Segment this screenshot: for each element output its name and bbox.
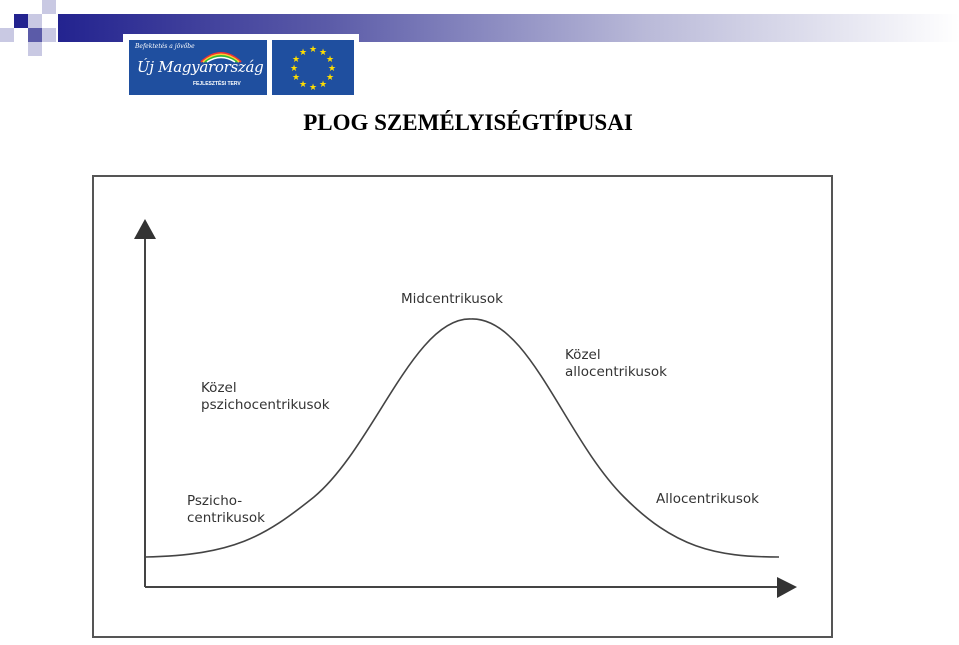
decor-square [28,28,42,42]
logo-tagline: Befektetés a jövőbe [135,43,195,50]
label-allocentrikusok: Allocentrikusok [656,491,759,507]
label-pszicho-line2: centrikusok [187,510,265,526]
label-midcentrikusok: Midcentrikusok [401,291,503,307]
svg-text:★: ★ [308,83,318,93]
y-axis-arrow-icon [134,219,156,239]
label-kozel-pszicho-line2: pszichocentrikusok [201,397,330,413]
svg-text:★: ★ [291,73,301,83]
svg-text:★: ★ [298,48,308,58]
eu-flag-logo [272,40,354,95]
label-kozel-allo-line2: allocentrikusok [565,364,667,380]
svg-text:★: ★ [298,80,308,90]
x-axis-arrow-icon [777,577,797,598]
svg-text:★: ★ [291,55,301,65]
svg-text:★: ★ [325,73,335,83]
decor-square [42,28,56,42]
svg-text:★: ★ [308,45,318,55]
label-kozel-pszicho-line1: Közel [201,380,237,396]
svg-text:★: ★ [318,48,328,58]
svg-text:★: ★ [325,55,335,65]
uj-magyarorszag-logo [129,40,267,95]
decor-square [14,14,28,28]
page-title: PLOG SZEMÉLYISÉGTÍPUSAI [303,110,633,135]
label-kozel-allo-line1: Közel [565,347,601,363]
eu-stars-icon [272,40,354,95]
label-pszicho-line1: Pszicho- [187,493,243,509]
label-kozel-allocentrikusok [565,347,667,381]
decor-square [28,14,42,28]
logo-subtitle: FEJLESZTÉSI TERV [193,81,241,87]
logo-name: Új Magyarország [137,58,264,76]
diagram-frame [92,175,833,638]
decor-square [42,0,56,14]
label-kozel-pszichocentrikusok [201,380,330,414]
decor-square [0,28,14,42]
label-pszichocentrikusok [187,493,265,527]
svg-text:★: ★ [327,64,337,74]
svg-text:★: ★ [289,64,299,74]
decor-square [28,42,42,56]
svg-text:★: ★ [318,80,328,90]
